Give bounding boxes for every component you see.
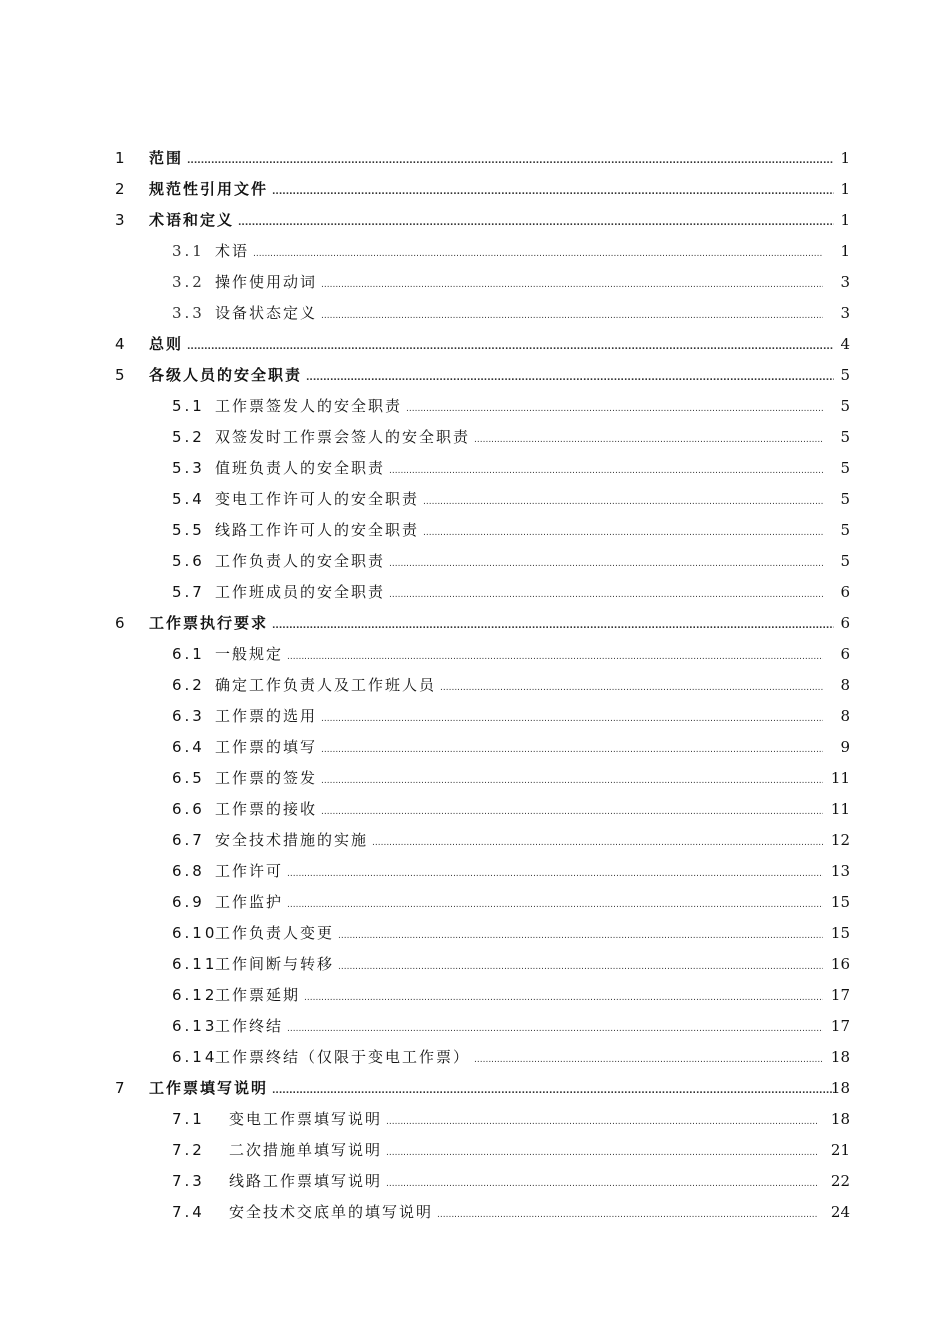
dot-leader [187, 149, 834, 167]
toc-entry[interactable] [0, 235, 950, 266]
toc-entry-title: 工作票执行要求 [149, 614, 269, 632]
toc-entry-title: 双签发时工作票会签人的安全职责 [215, 428, 471, 446]
toc-entry-page: 18 [830, 1078, 850, 1097]
toc-entry-page: 6 [840, 644, 850, 663]
toc-entry-line [215, 736, 827, 757]
toc-entry-number: 5.6 [172, 551, 205, 570]
toc-entry-number: 7 [115, 1078, 127, 1097]
dot-leader [272, 180, 834, 198]
dot-leader [238, 211, 834, 229]
toc-entry-title: 术语和定义 [149, 211, 235, 229]
toc-entry[interactable] [0, 979, 950, 1010]
toc-entry-title: 各级人员的安全职责 [149, 366, 303, 384]
toc-entry-number: 5.2 [172, 427, 205, 446]
toc-entry-line [215, 1015, 827, 1036]
toc-entry-number: 5.1 [172, 396, 205, 415]
dot-leader [386, 1110, 817, 1128]
toc-entry-line [215, 457, 827, 478]
dot-leader [321, 304, 823, 322]
toc-entry-title: 规范性引用文件 [149, 180, 269, 198]
toc-entry-number: 6.9 [172, 892, 205, 911]
dot-leader [287, 1017, 823, 1035]
toc-entry-number: 7.4 [172, 1202, 205, 1221]
toc-entry-title: 设备状态定义 [215, 304, 318, 322]
toc-entry-line [215, 767, 827, 788]
toc-entry-line [215, 395, 827, 416]
toc-entry-page: 4 [840, 334, 850, 353]
toc-entry[interactable] [0, 297, 950, 328]
toc-entry-line [215, 829, 827, 850]
toc-entry[interactable] [0, 1165, 950, 1196]
toc-entry-line [149, 178, 838, 199]
toc-entry-number: 5.4 [172, 489, 205, 508]
toc-entry-line [229, 1108, 821, 1129]
toc-entry-line [215, 271, 827, 292]
toc-entry[interactable] [0, 1196, 950, 1227]
toc-entry[interactable] [0, 700, 950, 731]
dot-leader [389, 459, 823, 477]
toc-entry-number: 4 [115, 334, 127, 353]
toc-entry-page: 12 [830, 830, 850, 849]
toc-entry-title: 工作间断与转移 [215, 955, 335, 973]
toc-entry-number: 2 [115, 179, 127, 198]
toc-entry-number: 1 [115, 148, 127, 167]
toc-entry-page: 5 [840, 520, 850, 539]
toc-entry-page: 24 [830, 1202, 850, 1221]
toc-entry-line [215, 953, 827, 974]
toc-entry-title: 安全技术措施的实施 [215, 831, 369, 849]
dot-leader [406, 397, 823, 415]
dot-leader [187, 335, 834, 353]
toc-entry[interactable] [0, 514, 950, 545]
dot-leader [321, 800, 823, 818]
toc-entry-number: 6.5 [172, 768, 205, 787]
toc-entry[interactable] [0, 638, 950, 669]
toc-entry-title: 值班负责人的安全职责 [215, 459, 386, 477]
dot-leader [287, 862, 823, 880]
toc-entry-number: 6.8 [172, 861, 205, 880]
dot-leader [338, 955, 823, 973]
dot-leader [306, 366, 834, 384]
toc-entry-title: 工作票终结（仅限于变电工作票） [215, 1048, 471, 1066]
toc-entry-number: 6.10 [172, 923, 218, 942]
toc-entry-title: 工作负责人的安全职责 [215, 552, 386, 570]
toc-entry-title: 变电工作票填写说明 [229, 1110, 383, 1128]
toc-entry[interactable] [0, 1010, 950, 1041]
toc-entry-page: 1 [840, 241, 850, 260]
toc-entry[interactable] [0, 1072, 950, 1103]
toc-entry[interactable] [0, 1041, 950, 1072]
toc-entry-number: 3.1 [172, 241, 205, 260]
toc-entry-number: 5.3 [172, 458, 205, 477]
toc-entry[interactable] [0, 142, 950, 173]
toc-entry-page: 1 [840, 179, 850, 198]
toc-entry-page: 5 [840, 489, 850, 508]
toc-entry[interactable] [0, 793, 950, 824]
toc-entry-title: 工作票的选用 [215, 707, 318, 725]
toc-entry-line [215, 550, 827, 571]
toc-entry[interactable] [0, 886, 950, 917]
toc-entry-number: 5 [115, 365, 127, 384]
toc-entry-line [149, 364, 838, 385]
toc-entry-line [149, 612, 838, 633]
toc-entry-number: 7.2 [172, 1140, 205, 1159]
toc-entry-line [215, 302, 827, 323]
toc-entry-title: 工作负责人变更 [215, 924, 335, 942]
toc-entry[interactable] [0, 762, 950, 793]
toc-entry-line [149, 333, 838, 354]
toc-entry[interactable] [0, 204, 950, 235]
toc-entry-page: 11 [830, 768, 850, 787]
toc-entry-title: 工作终结 [215, 1017, 284, 1035]
toc-entry[interactable] [0, 545, 950, 576]
toc-entry[interactable] [0, 855, 950, 886]
dot-leader [321, 769, 823, 787]
dot-leader [272, 1079, 834, 1097]
toc-entry-title: 工作班成员的安全职责 [215, 583, 386, 601]
dot-leader [440, 676, 823, 694]
toc-entry-number: 6.1 [172, 644, 205, 663]
toc-entry-number: 7.3 [172, 1171, 205, 1190]
toc-entry[interactable] [0, 731, 950, 762]
toc-entry-page: 5 [840, 427, 850, 446]
toc-entry-page: 8 [840, 675, 850, 694]
toc-entry-line [149, 1077, 838, 1098]
toc-entry-number: 6.2 [172, 675, 205, 694]
toc-entry-title: 二次措施单填写说明 [229, 1141, 383, 1159]
toc-entry-page: 5 [840, 458, 850, 477]
dot-leader [338, 924, 823, 942]
toc-entry[interactable] [0, 266, 950, 297]
toc-entry[interactable] [0, 390, 950, 421]
dot-leader [372, 831, 823, 849]
toc-entry-title: 工作票填写说明 [149, 1079, 269, 1097]
toc-entry-line [215, 488, 827, 509]
toc-entry-line [229, 1201, 821, 1222]
toc-entry[interactable] [0, 917, 950, 948]
dot-leader [321, 273, 823, 291]
dot-leader [423, 521, 823, 539]
toc-entry-page: 1 [840, 148, 850, 167]
toc-entry-line [215, 1046, 827, 1067]
toc-entry-page: 6 [840, 582, 850, 601]
toc-entry-number: 6.7 [172, 830, 205, 849]
toc-entry-page: 16 [830, 954, 850, 973]
toc-entry-number: 3 [115, 210, 127, 229]
toc-entry-title: 线路工作许可人的安全职责 [215, 521, 420, 539]
toc-entry-number: 7.1 [172, 1109, 205, 1128]
toc-entry[interactable] [0, 824, 950, 855]
toc-entry-number: 3.2 [172, 272, 205, 291]
toc-entry-line [229, 1170, 821, 1191]
dot-leader [304, 986, 823, 1004]
dot-leader [423, 490, 823, 508]
toc-entry-title: 变电工作许可人的安全职责 [215, 490, 420, 508]
toc-entry-line [215, 674, 827, 695]
dot-leader [287, 645, 823, 663]
toc-entry-title: 总则 [149, 335, 184, 353]
toc-entry-title: 术语 [215, 242, 250, 260]
toc-entry[interactable] [0, 948, 950, 979]
toc-entry-line [215, 643, 827, 664]
toc-entry-line [215, 798, 827, 819]
dot-leader [474, 1048, 823, 1066]
toc-entry-page: 21 [830, 1140, 850, 1159]
toc-entry-title: 工作票的接收 [215, 800, 318, 818]
toc-entry[interactable] [0, 1103, 950, 1134]
toc-entry[interactable] [0, 607, 950, 638]
toc-entry-line [215, 922, 827, 943]
dot-leader [386, 1141, 817, 1159]
dot-leader [253, 242, 823, 260]
dot-leader [389, 552, 823, 570]
toc-entry-page: 3 [840, 303, 850, 322]
toc-entry-title: 安全技术交底单的填写说明 [229, 1203, 434, 1221]
toc-entry-page: 5 [840, 365, 850, 384]
toc-entry-line [215, 519, 827, 540]
dot-leader [474, 428, 823, 446]
toc-entry-page: 11 [830, 799, 850, 818]
dot-leader [287, 893, 823, 911]
toc-entry-title: 一般规定 [215, 645, 284, 663]
toc-entry-number: 6.12 [172, 985, 218, 1004]
toc-entry-number: 6.14 [172, 1047, 218, 1066]
toc-entry-page: 3 [840, 272, 850, 291]
toc-entry-page: 1 [840, 210, 850, 229]
toc-entry-page: 18 [830, 1047, 850, 1066]
toc-entry-title: 确定工作负责人及工作班人员 [215, 676, 437, 694]
toc-entry-line [215, 891, 827, 912]
dot-leader [386, 1172, 817, 1190]
toc-entry[interactable] [0, 421, 950, 452]
toc-entry-title: 工作监护 [215, 893, 284, 911]
dot-leader [389, 583, 823, 601]
toc-entry[interactable] [0, 669, 950, 700]
toc-entry-line [215, 581, 827, 602]
toc-entry-line [215, 240, 827, 261]
toc-entry-line [149, 147, 838, 168]
dot-leader [321, 707, 823, 725]
toc-entry-page: 5 [840, 396, 850, 415]
toc-entry-number: 6.6 [172, 799, 205, 818]
toc-entry[interactable] [0, 1134, 950, 1165]
toc-entry[interactable] [0, 483, 950, 514]
toc-entry-line [215, 984, 827, 1005]
toc-entry-title: 范围 [149, 149, 184, 167]
toc-entry-page: 5 [840, 551, 850, 570]
toc-entry[interactable] [0, 328, 950, 359]
toc-entry-line [215, 426, 827, 447]
toc-entry-page: 8 [840, 706, 850, 725]
toc-entry[interactable] [0, 359, 950, 390]
dot-leader [321, 738, 823, 756]
toc-entry-number: 6.3 [172, 706, 205, 725]
toc-entry-number: 6.13 [172, 1016, 218, 1035]
toc-entry-number: 6 [115, 613, 127, 632]
toc-entry-page: 15 [830, 923, 850, 942]
toc-entry[interactable] [0, 452, 950, 483]
toc-entry-page: 6 [840, 613, 850, 632]
toc-entry-line [229, 1139, 821, 1160]
toc-entry-line [215, 705, 827, 726]
toc-entry-number: 6.4 [172, 737, 205, 756]
toc-entry-page: 17 [830, 985, 850, 1004]
table-of-contents [0, 142, 950, 1227]
toc-entry-number: 3.3 [172, 303, 205, 322]
toc-entry-page: 22 [830, 1171, 850, 1190]
dot-leader [437, 1203, 817, 1221]
toc-entry-title: 工作票延期 [215, 986, 301, 1004]
toc-entry-title: 线路工作票填写说明 [229, 1172, 383, 1190]
toc-entry[interactable] [0, 576, 950, 607]
toc-entry-page: 18 [830, 1109, 850, 1128]
toc-entry-line [215, 860, 827, 881]
toc-entry-page: 17 [830, 1016, 850, 1035]
toc-entry-title: 操作使用动词 [215, 273, 318, 291]
toc-entry[interactable] [0, 173, 950, 204]
toc-entry-number: 5.5 [172, 520, 205, 539]
toc-entry-page: 15 [830, 892, 850, 911]
toc-entry-number: 5.7 [172, 582, 205, 601]
toc-entry-line [149, 209, 838, 230]
dot-leader [272, 614, 834, 632]
toc-entry-page: 9 [840, 737, 850, 756]
toc-entry-number: 6.11 [172, 954, 218, 973]
toc-entry-title: 工作票的填写 [215, 738, 318, 756]
toc-entry-page: 13 [830, 861, 850, 880]
toc-entry-title: 工作票签发人的安全职责 [215, 397, 403, 415]
toc-entry-title: 工作票的签发 [215, 769, 318, 787]
toc-entry-title: 工作许可 [215, 862, 284, 880]
